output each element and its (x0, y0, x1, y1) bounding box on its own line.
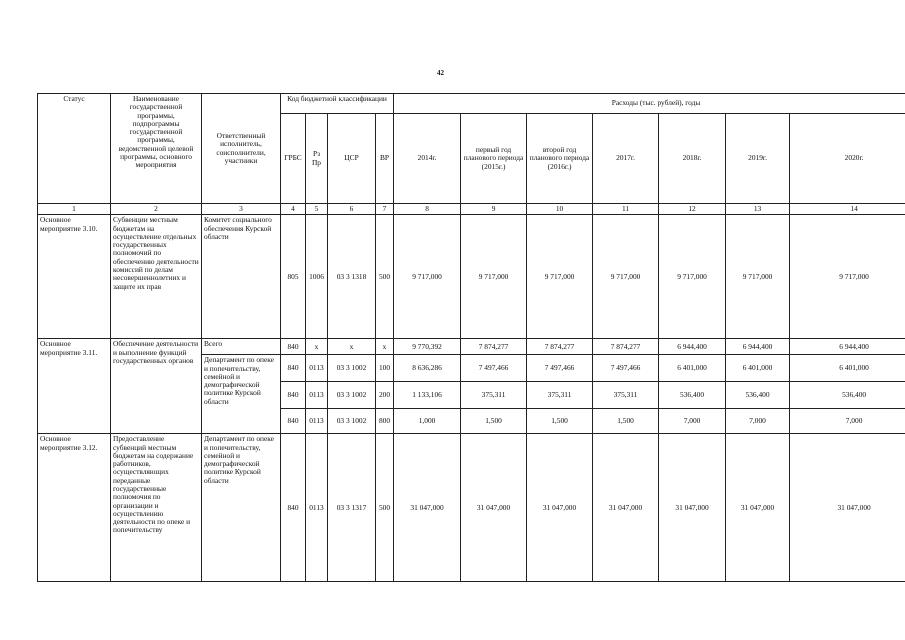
rzpr-cell: 0113 (306, 434, 328, 582)
value-cell: 536,400 (790, 382, 905, 409)
value-cell: 7,000 (659, 409, 726, 434)
grbs-cell: 840 (281, 355, 306, 382)
column-number: 11 (593, 204, 659, 215)
grbs-cell: 805 (281, 215, 306, 339)
value-cell: 7,000 (726, 409, 790, 434)
grbs-cell: 840 (281, 434, 306, 582)
column-number: 12 (659, 204, 726, 215)
vr-cell: 500 (376, 434, 394, 582)
value-cell: 375,311 (461, 382, 527, 409)
value-cell: 6 401,000 (659, 355, 726, 382)
header-budget-code: Код бюджетной классификации (281, 94, 394, 114)
rzpr-cell: 0113 (306, 355, 328, 382)
csr-cell: 03 3 1002 (328, 382, 376, 409)
executor-cell: Всего (202, 339, 281, 355)
column-number: 7 (376, 204, 394, 215)
header-executor: Ответственный исполнитель, соисполнители, участники (202, 94, 281, 204)
executor-cell: Департамент по опеке и попечительству, семейной и демографической политике Курской области (202, 355, 281, 434)
vr-cell: 200 (376, 382, 394, 409)
value-cell: 7 874,277 (593, 339, 659, 355)
value-cell: 9 717,000 (790, 215, 905, 339)
value-cell: 9 717,000 (659, 215, 726, 339)
column-number: 14 (790, 204, 905, 215)
csr-cell: 03 3 1002 (328, 409, 376, 434)
column-number: 2 (111, 204, 202, 215)
value-cell: 7 497,466 (593, 355, 659, 382)
grbs-cell: 840 (281, 382, 306, 409)
value-cell: 1,000 (394, 409, 461, 434)
name-cell: Субвенции местным бюджетам на осуществление отдельных государственных полномочий по обеспечению деятельности комиссий по делам несовершеннолетних и защите их прав (111, 215, 202, 339)
value-cell: 31 047,000 (527, 434, 593, 582)
header-year: первый год планового периода (2015г.) (461, 114, 527, 204)
value-cell: 6 944,400 (790, 339, 905, 355)
value-cell: 1,500 (461, 409, 527, 434)
value-cell: 9 717,000 (461, 215, 527, 339)
csr-cell: 03 3 1317 (328, 434, 376, 582)
header-status: Статус (38, 94, 111, 204)
value-cell: 8 636,286 (394, 355, 461, 382)
name-cell: Предоставление субвенций местным бюджетам на содержание работников, осуществляющих переданные государственные полномочия по организации и осуществлению деятельности по опеке и попечительству (111, 434, 202, 582)
value-cell: 31 047,000 (726, 434, 790, 582)
value-cell: 375,311 (593, 382, 659, 409)
column-number: 3 (202, 204, 281, 215)
header-year: второй год планового периода (2016г.) (527, 114, 593, 204)
value-cell: 6 401,000 (790, 355, 905, 382)
rzpr-cell: x (306, 339, 328, 355)
status-cell: Основное мероприятие 3.12. (38, 434, 111, 582)
status-cell: Основное мероприятие 3.10. (38, 215, 111, 339)
header-year: 2020г. (790, 114, 905, 204)
name-cell: Обеспечение деятельности и выполнение функций государственных органов (111, 339, 202, 434)
value-cell: 6 401,000 (726, 355, 790, 382)
rzpr-cell: 0113 (306, 409, 328, 434)
value-cell: 6 944,400 (659, 339, 726, 355)
value-cell: 536,400 (726, 382, 790, 409)
page-number: 42 (437, 69, 444, 77)
csr-cell: 03 3 1002 (328, 355, 376, 382)
value-cell: 1,500 (593, 409, 659, 434)
executor-cell: Департамент по опеке и попечительству, семейной и демографической политике Курской области (202, 434, 281, 582)
executor-cell: Комитет социального обеспечения Курской области (202, 215, 281, 339)
header-rzpr: Рз Пр (306, 114, 328, 204)
value-cell: 7,000 (790, 409, 905, 434)
table-row (38, 434, 905, 582)
rzpr-cell: 1006 (306, 215, 328, 339)
value-cell: 31 047,000 (593, 434, 659, 582)
value-cell: 9 717,000 (593, 215, 659, 339)
value-cell: 375,311 (527, 382, 593, 409)
grbs-cell: 840 (281, 409, 306, 434)
value-cell: 31 047,000 (659, 434, 726, 582)
csr-cell: 03 3 1318 (328, 215, 376, 339)
value-cell: 1 133,106 (394, 382, 461, 409)
header-grbs: ГРБС (281, 114, 306, 204)
value-cell: 7 497,466 (461, 355, 527, 382)
header-year: 2017г. (593, 114, 659, 204)
header-row-1 (38, 94, 905, 114)
vr-cell: x (376, 339, 394, 355)
rzpr-cell: 0113 (306, 382, 328, 409)
value-cell: 536,400 (659, 382, 726, 409)
column-number: 1 (38, 204, 111, 215)
csr-cell: x (328, 339, 376, 355)
column-number: 9 (461, 204, 527, 215)
value-cell: 7 874,277 (527, 339, 593, 355)
value-cell: 31 047,000 (394, 434, 461, 582)
value-cell: 7 874,277 (461, 339, 527, 355)
value-cell: 9 717,000 (726, 215, 790, 339)
column-number: 4 (281, 204, 306, 215)
value-cell: 9 717,000 (394, 215, 461, 339)
table-row (38, 215, 905, 339)
column-number: 10 (527, 204, 593, 215)
status-cell: Основное мероприятие 3.11. (38, 339, 111, 434)
column-number: 5 (306, 204, 328, 215)
column-number: 6 (328, 204, 376, 215)
header-vr: ВР (376, 114, 394, 204)
vr-cell: 800 (376, 409, 394, 434)
header-year: 2019г. (726, 114, 790, 204)
vr-cell: 500 (376, 215, 394, 339)
value-cell: 9 770,392 (394, 339, 461, 355)
vr-cell: 100 (376, 355, 394, 382)
column-number: 13 (726, 204, 790, 215)
column-number-row (38, 204, 905, 215)
grbs-cell: 840 (281, 339, 306, 355)
value-cell: 31 047,000 (790, 434, 905, 582)
header-year: 2014г. (394, 114, 461, 204)
header-year: 2018г. (659, 114, 726, 204)
table-row (38, 339, 905, 355)
value-cell: 9 717,000 (527, 215, 593, 339)
budget-table (37, 93, 905, 582)
header-expenses: Расходы (тыс. рублей), годы (394, 94, 905, 114)
value-cell: 1,500 (527, 409, 593, 434)
column-number: 8 (394, 204, 461, 215)
value-cell: 6 944,400 (726, 339, 790, 355)
value-cell: 7 497,466 (527, 355, 593, 382)
header-name: Наименование государственной программы, подпрограммы государственной программы, ведомственной целевой программы, основного мероприятия (111, 94, 202, 204)
header-csr: ЦСР (328, 114, 376, 204)
value-cell: 31 047,000 (461, 434, 527, 582)
